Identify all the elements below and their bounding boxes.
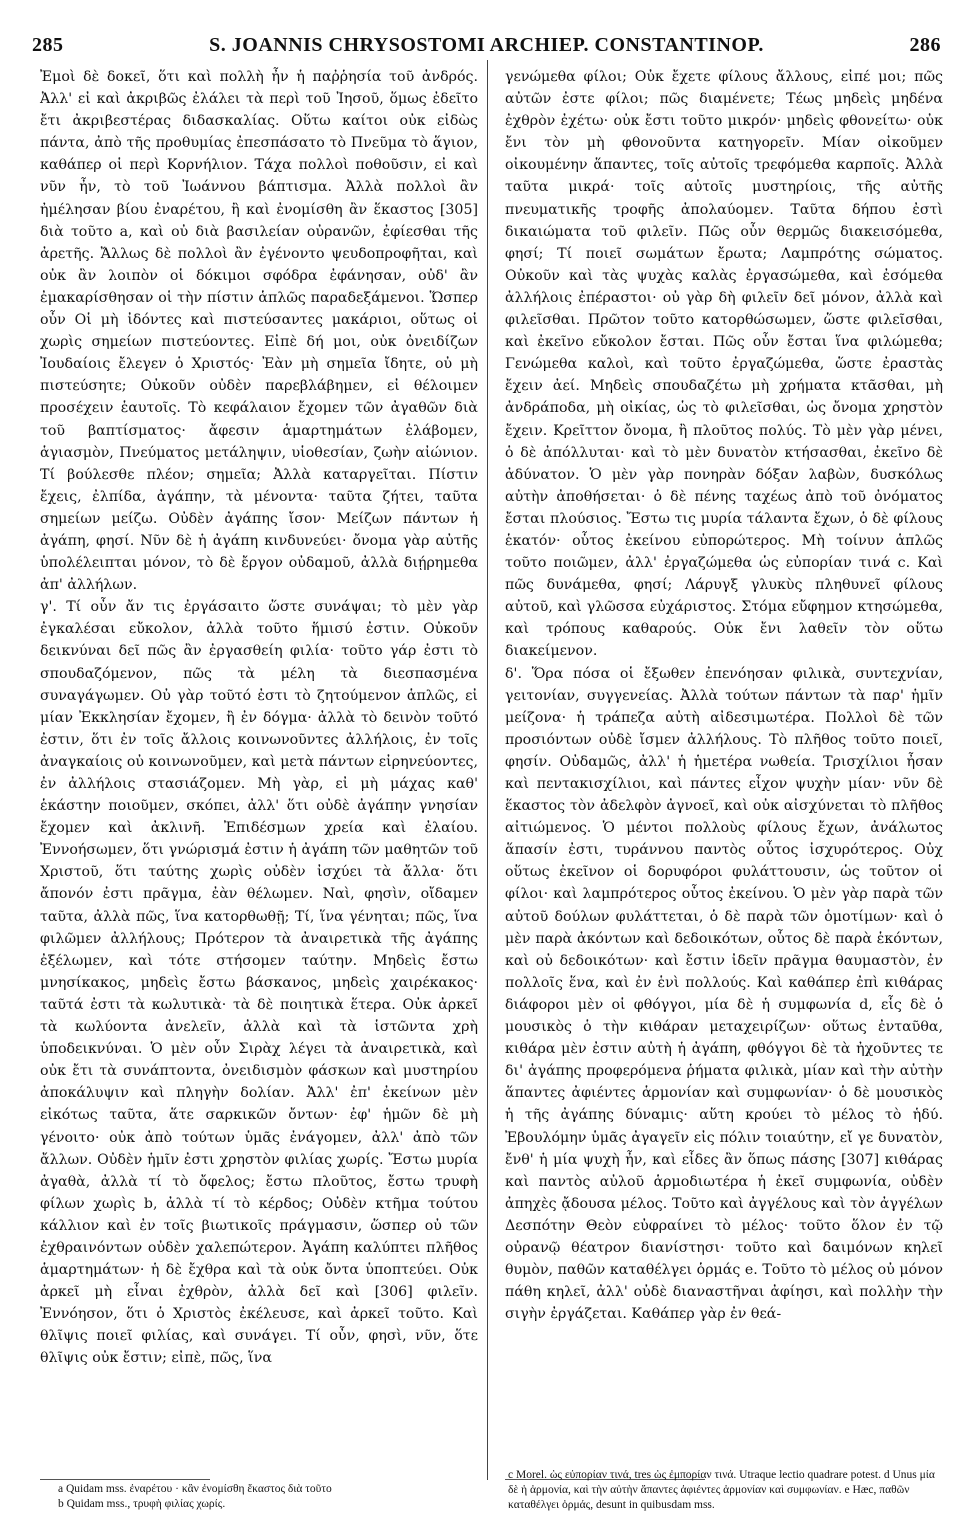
right-paragraph-1: γενώμεθα φίλοι; Οὐκ ἔχετε φίλους ἄλλους, εἰπέ μοι; πῶς αὐτῶν ἐστε φίλοι; πῶς διαμένετε; Τέως μηδεὶς μηδένα ἐχθρὸν ἐχέτω· οὐκ ἔστι τοῦτο μικρόν· μηδεὶς φθονείτω· οὐκ ἔνι τὸν μὴ φθονοῦντα κατηγορεῖν. Μίαν οἰκοῦμεν οἰκουμένην ἅπαντες, τοῖς αὐτοῖς τρεφόμεθα καρποῖς. Ἀλλὰ ταῦτα μικρά· τοῖς αὐτοῖς μυστηρίοις, τῆς αὐτῆς πνευματικῆς τροφῆς ἀπολαύομεν. Ταῦτα δήπου ἐστὶ δικαιώματα τοῦ φιλεῖν. Πῶς οὖν θερμῶς διακεισόμεθα, φησί; Τί ποιεῖ σωμάτων ἔρωτα; Λαμπρότης σώματος. Οὐκοῦν καὶ τὰς ψυχὰς καλὰς ἐργασώμεθα, καὶ ἐσόμεθα ἀλλήλοις ἐπέραστοι· οὐ γὰρ δὴ φιλεῖν δεῖ μόνον, ἀλλὰ καὶ φιλεῖσθαι. Πρῶτον τοῦτο κατορθώσωμεν, ὥστε φιλεῖσθαι, καὶ ἐκεῖνο εὔκολον ἔσται. Πῶς οὖν ἔσται ἵνα φιλώμεθα; Γενώμεθα καλοὶ, καὶ τοῦτο ἐργαζώμεθα, ὥστε ἐραστὰς ἔχειν ἀεί. Μηδεὶς σπουδαζέτω μὴ χρήματα κτᾶσθαι, μὴ ἀνδράποδα, μὴ οἰκίας, ὡς τὸ φιλεῖσθαι, ὡς ὄνομα χρηστὸν ἔχειν. Κρεῖττον ὄνομα, ἢ πλοῦτος πολύς. Τὸ μὲν γὰρ μένει, ὁ δὲ ἀπόλλυται· καὶ τὸ μὲν δυνατὸν κτήσασθαι, ἐκεῖνο δὲ ἀδύνατον. Ὁ μὲν γὰρ πονηρὰν δόξαν λαβὼν, δυσκόλως αὐτὴν ἀποθήσεται· ὁ δὲ πένης ταχέως ἀπὸ τοῦ ὀνόματος ἔσται πλούσιος. Ἔστω τις μυρία τάλαντα ἔχων, ὁ δὲ φίλους ἑκατόν· οὗτος ἐκείνου εὐπορώτερος. Μὴ τοίνυν ἁπλῶς τοῦτο ποιῶμεν, ἀλλ' ἐργαζώμεθα ὡς εὐπορίαν τινά c. Καὶ πῶς δυνάμεθα, φησί; Λάρυγξ γλυκὺς πληθυνεῖ φίλους αὐτοῦ, καὶ γλῶσσα εὐχάριστος. Στόμα εὔφημον κτησώμεθα, καὶ τρόπους καθαρούς. Οὐκ ἔνι λαθεῖν τὸν οὕτω διακείμενον. [505,69,943,660]
footnote-rule-left [40,1479,210,1480]
running-title: S. JOANNIS CHRYSOSTOMI ARCHIEP. CONSTANTINOP. [209,34,764,56]
right-paragraph-section-4: δ'. Ὅρα πόσα οἱ ἔξωθεν ἐπενόησαν φιλικὰ, συντεχνίαν, γειτονίαν, συγγενείας. Ἀλλὰ τούτων πάντων τὰ παρ' ἡμῖν μείζονα· ἡ τράπεζα αὐτὴ αἰδεσιμωτέρα. Πολλοὶ δὲ τῶν προσιόντων οὐδὲ ἴσμεν ἀλλήλους. Τὸ πλῆθος τοῦτο ποιεῖ, φησίν. Οὐδαμῶς, ἀλλ' ἡ ἡμετέρα νωθεία. Τρισχίλιοι ἦσαν καὶ πεντακισχίλιοι, καὶ πάντες εἶχον ψυχὴν μίαν· νῦν δὲ ἕκαστος τὸν ἀδελφὸν ἀγνοεῖ, καὶ οὐκ αἰσχύνεται τὸ πλῆθος αἰτιώμενος. Ὁ μέντοι πολλοὺς φίλους ἔχων, ἀνάλωτος ἅπασίν ἐστι, τυράννου παντὸς οὗτος ἰσχυρότερος. Οὐχ οὕτως ἐκεῖνον οἱ δορυφόροι φυλάττουσιν, ὡς τοῦτον οἱ φίλοι· καὶ λαμπρότερος οὗτος ἐκείνου. Ὁ μὲν γὰρ παρὰ τῶν αὐτοῦ δούλων φυλάττεται, ὁ δὲ παρὰ τῶν ὁμοτίμων· καὶ ὁ μὲν παρὰ ἀκόντων καὶ δεδοικότων, οὗτος δὲ παρὰ ἑκόντων, καὶ οὐ δεδοικότων· καὶ ἔστιν ἰδεῖν πρᾶγμα θαυμαστὸν, ἐν πολλοῖς ἕνα, καὶ ἐν ἑνὶ πολλούς. Καὶ καθάπερ ἐπὶ κιθάρας διάφοροι μὲν οἱ φθόγγοι, μία δὲ ἡ συμφωνία d, εἷς δὲ ὁ μουσικὸς ὁ τὴν κιθάραν μεταχειρίζων· οὕτως ἐνταῦθα, κιθάρα μὲν ἐστιν αὐτὴ ἡ ἀγάπη, φθόγγοι δὲ τὰ ἠχοῦντες τε δι' ἀγάπης προφερόμενα ῥήματα φιλικὰ, μίαν καὶ τὴν αὐτὴν ἅπαντες ἀφιέντες ἁρμονίαν καὶ συμφωνίαν· ὁ δὲ μουσικὸς ἡ τῆς ἀγάπης δύναμις· αὕτη κρούει τὸ μέλος τὸ ἡδύ. Ἐβουλόμην ὑμᾶς ἀγαγεῖν εἰς πόλιν τοιαύτην, εἴ γε δυνατὸν, ἔνθ' ἡ μία ψυχὴ ἦν, καὶ εἶδες ἂν ὅπως πάσης [307] κιθάρας καὶ παντὸς αὐλοῦ ἁρμοδιωτέρα ἡ ἐκεῖ συμφωνία, οὐδὲν ἀπηχὲς ᾄδουσα μέλος. Τοῦτο καὶ ἀγγέλους καὶ τὸν ἀγγέλων Δεσπότην Θεὸν εὐφραίνει τὸ μέλος· τοῦτο ὅλον ἐν τῷ οὐρανῷ θέατρον διανίστησι· τοῦτο καὶ δαιμόνων κηλεῖ θυμὸν, παθῶν καταθέλγει ὁρμάς e. Τοῦτο τὸ μέλος οὐ μόνον πάθη κηλεῖ, ἀλλ' οὐδὲ διαναστῆναι ἀφίησι, καὶ πολλὴν τὴν σιγὴν ἐργάζεται. Καθάπερ γὰρ ἐν θεά- [505,665,943,1323]
left-column [40,66,478,1370]
left-paragraph-section-3: γ'. Τί οὖν ἄν τις ἐργάσαιτο ὥστε συνάψαι; τὸ μὲν γὰρ ἐγκαλέσαι εὔκολον, ἀλλὰ τοῦτο ἥμισύ ἐστιν. Οὐκοῦν δεικνύναι δεῖ πῶς ἂν ἐργασθείη φιλία· τοῦτο γάρ ἐστι τὸ σπουδαζόμενον, πῶς τὰ μέλη τὰ διεσπασμένα συναγάγωμεν. Οὐ γὰρ τοῦτό ἐστι τὸ ζητούμενον ἁπλῶς, εἰ μίαν Ἐκκλησίαν ἔχομεν, ἢ ἐν δόγμα· ἀλλὰ τὸ δεινὸν τοῦτό ἐστιν, ὅτι ἐν τοῖς ἄλλοις κοινωνοῦντες ἀλλήλοις, ἐν τοῖς ἀναγκαίοις οὐ κοινωνοῦμεν, καὶ μετὰ πάντων εἰρηνεύοντες, ἐν ἀλλήλοις στασιάζομεν. Μὴ γὰρ, εἰ μὴ μάχας καθ' ἑκάστην ποιοῦμεν, σκόπει, ἀλλ' ὅτι οὐδὲ ἀγάπην γνησίαν ἔχομεν καὶ ἀκλινῆ. Ἐπιδέσμων χρεία καὶ ἐλαίου. Ἐννοήσωμεν, ὅτι γνώρισμά ἐστιν ἡ ἀγάπη τῶν μαθητῶν τοῦ Χριστοῦ, ὅτι ταύτης χωρὶς οὐδὲν ἰσχύει τὰ ἄλλα· ὅτι ἄπονόν ἐστι πρᾶγμα, ἐὰν θέλωμεν. Ναὶ, φησὶν, οἴδαμεν ταῦτα, ἀλλὰ πῶς, ἵνα κατορθωθῇ; Τί, ἵνα γένηται; πῶς, ἵνα φιλῶμεν ἀλλήλους; Πρότερον τὰ ἀναιρετικὰ τῆς ἀγάπης ἐξέλωμεν, καὶ τότε στήσομεν ταύτην. Μηδεὶς ἔστω μνησίκακος, μηδεὶς ἔστω βάσκανος, μηδεὶς χαιρέκακος· ταῦτά ἐστι τὰ κωλυτικὰ· τὰ δὲ ποιητικὰ ἕτερα. Οὐκ ἀρκεῖ τὰ κωλύοντα ἀνελεῖν, ἀλλὰ καὶ τὰ ἱστῶντα χρὴ ὑποδεικνύναι. Ὁ μὲν οὖν Σιρὰχ λέγει τὰ ἀναιρετικὰ, καὶ οὐκ ἔτι τὰ συνάπτοντα, ὀνειδισμὸν φάσκων καὶ μυστηρίου ἀποκάλυψιν καὶ πληγὴν δολίαν. Ἀλλ' ἐπ' ἐκείνων μὲν εἰκότως ταῦτα, ἅτε σαρκικῶν ὄντων· ἐφ' ἡμῶν δὲ μὴ γένοιτο· οὐκ ἀπὸ τούτων ὑμᾶς ἐνάγομεν, ἀλλ' ἀπὸ τῶν ἄλλων. Οὐδὲν ἡμῖν ἐστι χρηστὸν φιλίας χωρίς. Ἔστω μυρία ἀγαθὰ, ἀλλὰ τί τὸ ὄφελος; ἔστω πλοῦτος, ἔστω τρυφὴ φίλων χωρὶς b, ἀλλὰ τί τὸ κέρδος; Οὐδὲν κτῆμα τούτου κάλλιον καὶ ἐν τοῖς βιωτικοῖς πράγμασιν, ὥσπερ οὐ τῶν ἐχθραινόντων οὐδὲν χαλεπώτερον. Ἀγάπη καλύπτει πλῆθος ἁμαρτημάτων· ἡ δὲ ἔχθρα καὶ τὰ οὐκ ὄντα ὑποπτεύει. Οὐκ ἀρκεῖ μὴ εἶναι ἐχθρὸν, ἀλλὰ δεῖ καὶ [306] φιλεῖν. Ἐννόησον, ὅτι ὁ Χριστὸς ἐκέλευσε, καὶ ἀρκεῖ τοῦτο. Καὶ θλῖψις ποιεῖ φιλίας, καὶ συνάγει. Τί οὖν, φησὶ, νῦν, ὅτε θλῖψις οὐκ ἔστιν; εἰπὲ, πῶς, ἵνα [40,599,478,1367]
footnote-b: b Quidam mss., τρυφὴ φιλίας χωρίς. [58,1498,226,1510]
footnotes-right [508,1468,948,1513]
page-number-left: 285 [32,34,64,56]
page-number-right: 286 [909,34,941,56]
footnote-cde: c Morel. ὡς εὐπορίαν τινά, tres ὡς ἐμπορίαν τινά. Utraque lectio quadrare potest. d Unus μία δὲ ἡ ἁρμονία, καὶ τὴν αὐτὴν ἅπαντες ἀφιέντες ἁρμονίαν καὶ συμφωνίαν. e Hæc, παθῶν καταθέλγει ὁρμάς, desunt in quibusdam mss. [508,1469,935,1511]
column-divider [487,60,488,1480]
footnote-a: a Quidam mss. ἐναρέτου · κἂν ἐνομίσθη ἕκαστος διὰ τοῦτο [58,1483,332,1495]
left-paragraph-1: Ἐμοὶ δὲ δοκεῖ, ὅτι καὶ πολλὴ ἦν ἡ παῤῥησία τοῦ ἀνδρός. Ἀλλ' εἰ καὶ ἀκριβῶς ἐλάλει τὰ περὶ τοῦ Ἰησοῦ, ὅμως ἐδεῖτο ἔτι ἀκριβεστέρας διδασκαλίας. Οὕτω καίτοι οὐκ εἰδὼς πάντα, ἀπὸ τῆς προθυμίας ἐπεσπάσατο τὸ Πνεῦμα τὸ ἅγιον, καθάπερ οἱ περὶ Κορνήλιον. Τάχα πολλοὶ ποθοῦσιν, εἰ καὶ νῦν ἦν, τὸ τοῦ Ἰωάννου βάπτισμα. Ἀλλὰ πολλοὶ ἂν ἠμέλησαν βίου ἐναρέτου, ἢ καὶ ἐνομίσθη ἂν ἕκαστος [305] διὰ τοῦτο a, καὶ οὐ διὰ βασιλείαν οὐρανῶν, ἐφίεσθαι τῆς ἀρετῆς. Ἄλλως δὲ πολλοὶ ἂν ἐγένοντο ψευδοπροφῆται, καὶ οὐκ ἂν λοιπὸν οἱ δόκιμοι σφόδρα ἐφάνησαν, οὐδ' ἂν ἐμακαρίσθησαν οἱ τὴν πίστιν ἁπλῶς παραδεξάμενοι. Ὥσπερ οὖν Οἱ μὴ ἰδόντες καὶ πιστεύσαντες μακάριοι, οὕτως οἱ χωρὶς σημείων πιστεύοντες. Εἰπὲ δή μοι, οὐκ ὀνειδίζων Ἰουδαίοις ἔλεγεν ὁ Χριστός· Ἐὰν μὴ σημεῖα ἴδητε, οὐ μὴ πιστεύσητε; Οὐκοῦν οὐδὲν παρεβλάβημεν, εἰ θέλοιμεν προσέχειν ἑαυτοῖς. Τὸ κεφάλαιον ἔχομεν τῶν ἀγαθῶν διὰ τοῦ βαπτίσματος· ἄφεσιν ἁμαρτημάτων ἐλάβομεν, ἁγιασμὸν, Πνεύματος μετάληψιν, υἱοθεσίαν, ζωὴν αἰώνιον. Τί βούλεσθε πλέον; σημεῖα; Ἀλλὰ καταργεῖται. Πίστιν ἔχεις, ἐλπίδα, ἀγάπην, τὰ μένοντα· ταῦτα ζήτει, ταῦτα σημείων μείζω. Οὐδὲν ἀγάπης ἴσον· Μείζων πάντων ἡ ἀγάπη, φησί. Νῦν δὲ ἡ ἀγάπη κινδυνεύει· ὄνομα γὰρ αὐτῆς ὑπολέλειπται μόνον, τὸ δὲ ἔργον οὐδαμοῦ, ἀλλὰ διῄρημεθα ἀπ' ἀλλήλων. [40,69,478,594]
footnotes-left [58,1482,478,1512]
right-column [505,66,943,1325]
